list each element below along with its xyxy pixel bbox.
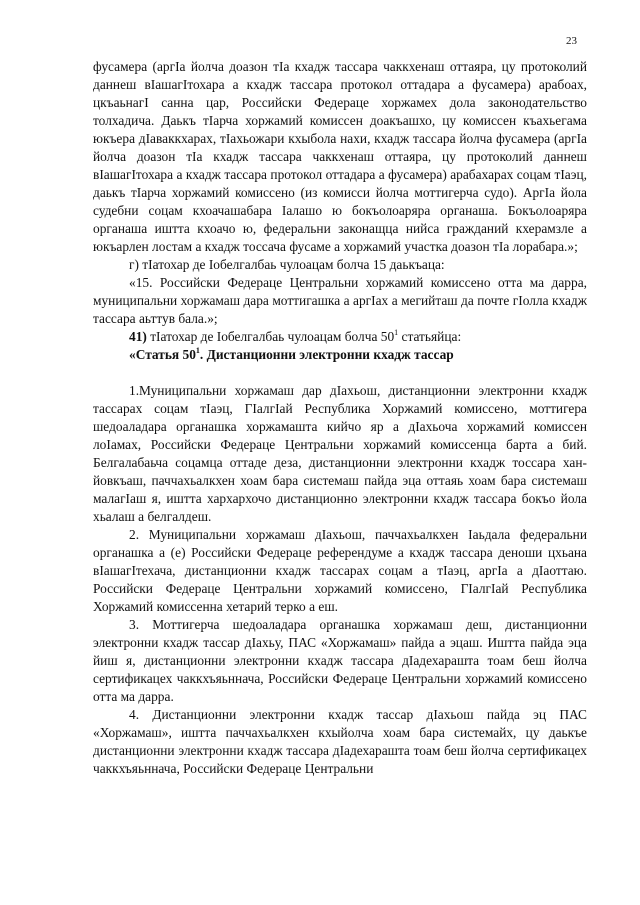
page-number: 23 xyxy=(566,35,577,47)
document-body xyxy=(93,58,587,778)
paragraph-item-41 xyxy=(93,328,587,346)
item-41-text-after: статьяйца: xyxy=(398,329,462,344)
item-41-superscript: 1 xyxy=(394,327,399,337)
paragraph-continuation: фусамера (аргIа йолча доазон тIа кхадж тассара чаккхенаш оттаяра, цу протоколий даннеш вIашагIтохара а кхадж тассара протокол оттадара а фусамера) арабоах, цкъаьнагI санна цар, Российски Федераце хоржамех дола законодательство толхадича. Даькъ тIарча хоржамий комиссен доакъашхо, цу комиссен къахьегама юкъера дIаваккхарах, тIахьожари кхыбола нахи, кхадж тассара йолча фусамера (аргIа йолча доазон тIа кхадж тассара чаккхенаш оттаяра, цу протоколий даннеш вIашагIтохара а кхадж тассара протокол оттадара а фусамера) арабахарах соцам тIаэц, даькъ тIарча хоржамий комиссено (из комисси йолча моттигерча судо). АргIа йола судебни соцам кхоачашабара Iалашо ю бокъолоаряра органаша. Бокъолоаряра органаша иштта кхоачо ю, федеральни законащца нийса гражданий кхерамзле а юкъарлен лостам а кхадж тоссача фусаме а хоржамий участка доазон тIа лорабара.»; xyxy=(93,59,587,254)
article-heading-superscript: 1 xyxy=(195,345,200,355)
article-point-3: 3. Моттигерча шедоаладара органашка хоржамаш деш, дистанционни электронни кхадж тассар дIахьу, ПАС «Хоржамаш» пайда а эцаш. Иштта пайда эца йиш я, дистанционни электронни кхадж тассара дIадехараштa тоам беш йолча сертификацех чаккхъяьннача, Российски Федераце Центральни хоржамий комиссено отта ма дарра. xyxy=(93,617,587,704)
article-heading xyxy=(93,346,587,364)
article-point-2: 2. Муниципальни хоржамаш дIахьош, паччахьалкхен Iаьдала федеральни органашка а (е) Российски Федераце референдуме а кхадж тассара деноши цхьана вIашагIтехача, дистанционни кхадж тассарах соцам а тIаэц, аргIа а дIаоттаю. Российски Федераце Центральни хоржамий комиссено, ГIалгIай Республика Хоржамий комиссенна хетарий терко а еш. xyxy=(93,527,587,614)
item-41-text-before: тIатохар де Iобелгалбаь чулоацам болча 50 xyxy=(146,329,395,344)
article-point-1: 1.Муниципальни хоржамаш дар дIахьош, дистанционни электронни кхадж тассарах соцам тIаэц, ГIалгIай Республика Хоржамий комиссено, моттигера шедоаладара органашка хоржамашта кийчо яр а дIахьоча хоржамий комиссен лоIамах, Российски Федераце Центральни хоржамий комиссенца барта а бий. Белгалабаьча соцамца оттаде деза, дистанционни электронни кхадж тоссара хан-йовкъаш, паччахьалкхен хоам бара системаш пайда эца оттаяь хоам бара системаш малагIаш я, иштта хархархочо дистанционно электронни кхадж тассара бокъо йола хьалаш а белгалдеш. xyxy=(93,383,587,524)
item-41-number: 41) xyxy=(129,329,147,344)
article-point-4: 4. Дистанционни электронни кхадж тассар дIахьош пайда эц ПАС «Хоржамаш», иштта паччахьалкхен кхыйолча хоам бара системайх, цу даькъе дистанционни электронни кхадж тассара дIадехараштa тоам беш йолча сертификацех чаккхъяьннача, Российски Федераце Центральни xyxy=(93,707,587,776)
paragraph-item-15: «15. Российски Федераце Центральни хоржамий комиссено отта ма дарра, муниципальни хоржамаш дара моттигашка а аргIах а мегийташ да почте гIолла кхадж тассара аьттув бала.»; xyxy=(93,275,587,326)
paragraph-item-g: г) тIатохар де Iобелгалбаь чулоацам болча 15 даькъаца: xyxy=(129,257,445,272)
article-heading-after: . Дистанционни электронни кхадж тассар xyxy=(199,347,454,362)
article-heading-before: «Статья 50 xyxy=(129,347,196,362)
